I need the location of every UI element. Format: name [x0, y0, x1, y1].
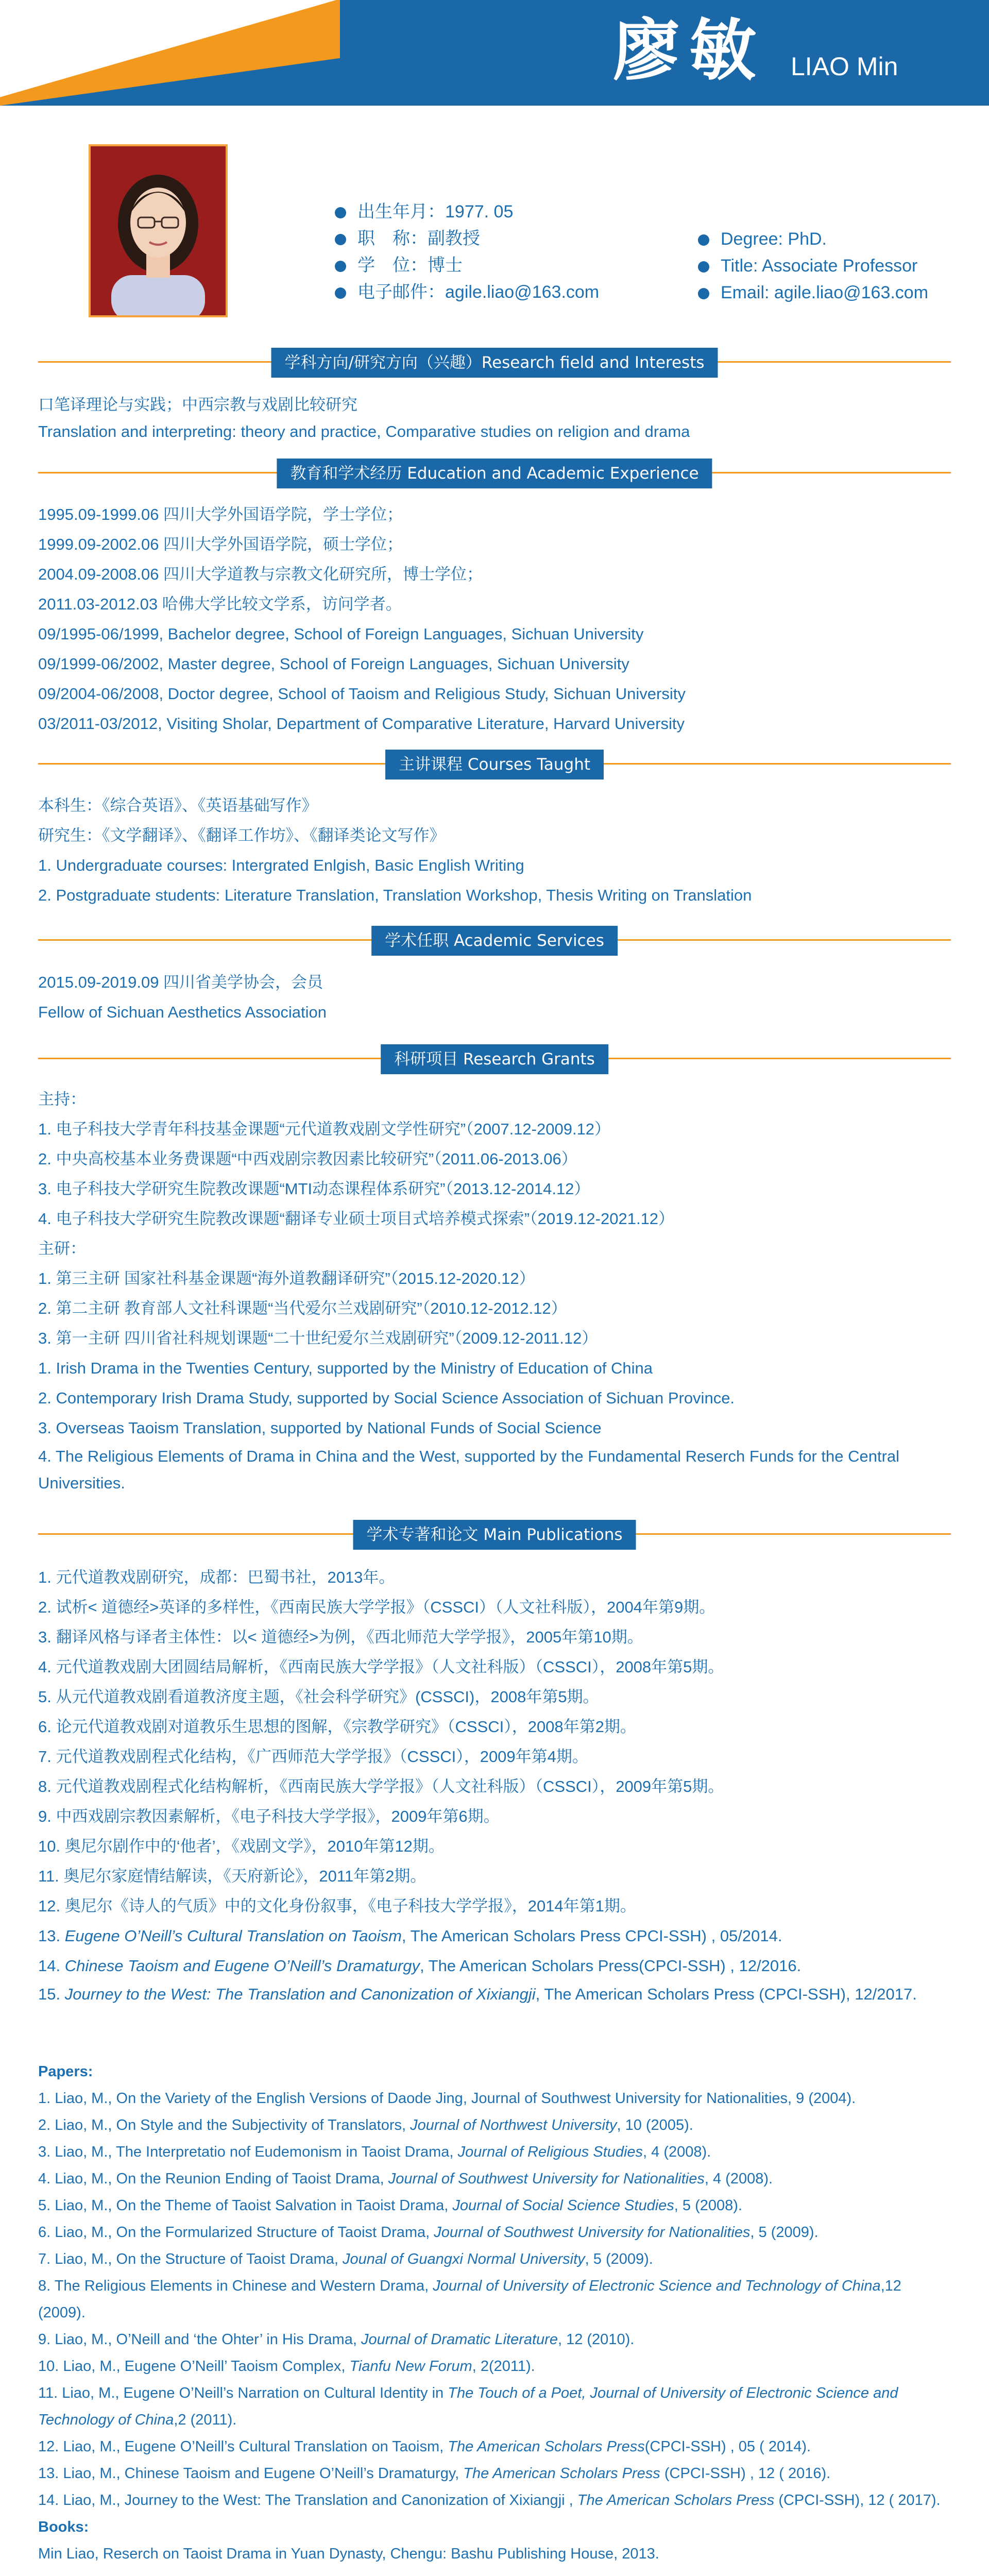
- paper-item: 14. Liao, M., Journey to the West: The Translation and Canonization of Xixiangji , The American Scholars Press (CPCI-SSH), 12 ( 2017).: [38, 2492, 941, 2509]
- course-item: 研究生：《文学翻译》、《翻译工作坊》、《翻译类论文写作》: [38, 826, 446, 844]
- services-block: [38, 968, 951, 1027]
- publication-item: 9. 中西戏剧宗教因素解析，《电子科技大学学报》，2009年第6期。: [38, 1807, 500, 1825]
- portrait-image: [91, 146, 226, 315]
- paper-item: 8. The Religious Elements in Chinese and Western Drama, Journal of University of Electronic Science and Technology of China,12 (2009).: [38, 2278, 901, 2321]
- research-block: [38, 392, 951, 445]
- paper-item: 4. Liao, M., On the Reunion Ending of Taoist Drama, Journal of Southwest University for Nationalities, 4 (2008).: [38, 2171, 773, 2187]
- section-research: [38, 348, 951, 378]
- publication-item: 6. 论元代道教戏剧对道教乐生思想的图解，《宗教学研究》（CSSCI），2008年第2期。: [38, 1718, 636, 1736]
- bullet-icon: [335, 207, 346, 218]
- section-title: 科研项目 Research Grants: [381, 1044, 608, 1074]
- section-publications: [38, 1520, 951, 1550]
- publication-item: 4. 元代道教戏剧大团圆结局解析，《西南民族大学学报》（人文社科版）（CSSCI），2008年第5期。: [38, 1658, 724, 1676]
- papers-block: [38, 2058, 951, 2567]
- bullet-icon: [698, 261, 709, 273]
- name-english: LIAO Min: [791, 52, 898, 81]
- education-item: 09/1995-06/1999, Bachelor degree, School of Foreign Languages, Sichuan University: [38, 625, 644, 643]
- paper-item: 9. Liao, M., O’Neill and ‘the Ohter’ in His Drama, Journal of Dramatic Literature, 12 (2010).: [38, 2331, 635, 2348]
- section-education: [38, 459, 951, 488]
- paper-item: 11. Liao, M., Eugene O’Neill’s Narration on Cultural Identity in The Touch of a Poet, Journal of University of Electronic Science and Technology of China,2 (2011).: [38, 2385, 898, 2428]
- paper-item: 6. Liao, M., On the Formularized Structure of Taoist Drama, Journal of Southwest University for Nationalities, 5 (2009).: [38, 2224, 819, 2241]
- grant-item: 主持：: [38, 1090, 86, 1108]
- service-item: Fellow of Sichuan Aesthetics Association: [38, 1003, 327, 1021]
- section-services: [38, 926, 951, 956]
- grant-item: 主研：: [38, 1240, 86, 1258]
- publication-item: 15. Journey to the West: The Translation and Canonization of Xixiangji, The American Scholars Press (CPCI-SSH), 12/2017.: [38, 1985, 917, 2003]
- portrait-photo: [89, 144, 228, 317]
- grants-block: [38, 1084, 951, 1497]
- paper-item: 3. Liao, M., The Interpretatio nof Eudemonism in Taoist Drama, Journal of Religious Studies, 4 (2008).: [38, 2144, 711, 2160]
- course-item: 2. Postgraduate students: Literature Translation, Translation Workshop, Thesis Writing on Translation: [38, 886, 752, 904]
- paper-item: 2. Liao, M., On Style and the Subjectivity of Translators, Journal of Northwest University, 10 (2005).: [38, 2117, 693, 2133]
- education-item: 1999.09-2002.06 四川大学外国语学院，硕士学位；: [38, 535, 403, 553]
- grant-item: 3. 第一主研 四川省社科规划课题“二十世纪爱尔兰戏剧研究”（2009.12-2011.12）: [38, 1329, 598, 1347]
- grant-item: 4. The Religious Elements of Drama in China and the West, supported by the Fundamental Reserch Funds for the Central Universities.: [38, 1447, 900, 1492]
- info-row: Degree: PhD.: [698, 226, 928, 252]
- paper-item: 5. Liao, M., On the Theme of Taoist Salvation in Taoist Drama, Journal of Social Science Studies, 5 (2008).: [38, 2197, 742, 2214]
- education-item: 2011.03-2012.03 哈佛大学比较文学系，访问学者。: [38, 595, 402, 613]
- education-block: [38, 500, 951, 739]
- paper-item: 13. Liao, M., Chinese Taoism and Eugene O’Neill’s Dramaturgy, The American Scholars Press (CPCI-SSH) , 12 ( 2016).: [38, 2465, 831, 2482]
- publication-item: 8. 元代道教戏剧程式化结构解析，《西南民族大学学报》（人文社科版）（CSSCI），2009年第5期。: [38, 1777, 724, 1795]
- publication-item: 3. 翻译风格与译者主体性：以< 道德经>为例，《西北师范大学学报》，2005年第10期。: [38, 1628, 643, 1646]
- publication-item: 2. 试析< 道德经>英译的多样性，《西南民族大学学报》（CSSCI）（人文社科版），2004年第9期。: [38, 1598, 715, 1616]
- bullet-icon: [698, 234, 709, 246]
- service-item: 2015.09-2019.09 四川省美学协会，会员: [38, 973, 323, 991]
- publication-item: 13. Eugene O’Neill’s Cultural Translation on Taoism, The American Scholars Press CPCI-SSH) , 05/2014.: [38, 1927, 782, 1945]
- section-grants: [38, 1044, 951, 1074]
- grant-item: 3. 电子科技大学研究生院教改课题“MTI动态课程体系研究”（2013.12-2014.12）: [38, 1180, 590, 1198]
- grant-item: 1. 电子科技大学青年科技基金课题“元代道教戏剧文学性研究”（2007.12-2009.12）: [38, 1120, 611, 1138]
- publication-item: 11. 奥尼尔家庭情结解读，《天府新论》，2011年第2期。: [38, 1867, 427, 1885]
- publication-item: 12. 奥尼尔《诗人的气质》中的文化身份叙事，《电子科技大学学报》，2014年第1期。: [38, 1897, 636, 1915]
- paper-item: 12. Liao, M., Eugene O’Neill’s Cultural Translation on Taoism, The American Scholars Press(CPCI-SSH) , 05 ( 2014).: [38, 2438, 811, 2455]
- personal-info-en: [698, 226, 928, 306]
- bullet-icon: [335, 287, 346, 299]
- info-row: Email: agile.liao@163.com: [698, 279, 928, 306]
- paper-item: 1. Liao, M., On the Variety of the English Versions of Daode Jing, Journal of Southwest University for Nationalities, 9 (2004).: [38, 2090, 856, 2107]
- research-en: Translation and interpreting: theory and practice, Comparative studies on religion and drama: [38, 422, 690, 440]
- paper-item: 10. Liao, M., Eugene O’Neill’ Taoism Complex, Tianfu New Forum, 2(2011).: [38, 2358, 535, 2375]
- grant-item: 1. Irish Drama in the Twenties Century, supported by the Ministry of Education of China: [38, 1359, 653, 1377]
- section-courses: [38, 750, 951, 779]
- section-title: 学术任职 Academic Services: [371, 926, 618, 956]
- info-row: 职 称：副教授: [335, 225, 599, 252]
- grant-item: 1. 第三主研 国家社科基金课题“海外道教翻译研究”（2015.12-2020.12）: [38, 1269, 535, 1287]
- course-item: 1. Undergraduate courses: Intergrated Enlgish, Basic English Writing: [38, 856, 524, 874]
- section-title: 主讲课程 Courses Taught: [385, 750, 604, 779]
- publication-item: 5. 从元代道教戏剧看道教济度主题，《社会科学研究》(CSSCI)，2008年第5期。: [38, 1688, 599, 1706]
- education-item: 1995.09-1999.06 四川大学外国语学院，学士学位；: [38, 505, 403, 523]
- courses-block: [38, 791, 951, 910]
- publications-cn-block: [38, 1563, 951, 2008]
- personal-info-cn: [335, 198, 599, 306]
- grant-item: 2. Contemporary Irish Drama Study, supported by Social Science Association of Sichuan Province.: [38, 1389, 735, 1407]
- bullet-icon: [698, 288, 709, 299]
- grant-item: 2. 中央高校基本业务费课题“中西戏剧宗教因素比较研究”（2011.06-2013.06）: [38, 1150, 577, 1168]
- book-item: Min Liao, Reserch on Taoist Drama in Yuan Dynasty, Chengu: Bashu Publishing House, 2013.: [38, 2546, 659, 2562]
- publication-item: 7. 元代道教戏剧程式化结构，《广西师范大学学报》（CSSCI），2009年第4期。: [38, 1748, 588, 1766]
- course-item: 本科生：《综合英语》、《英语基础写作》: [38, 796, 318, 815]
- header-banner: [0, 0, 989, 106]
- publication-item: 10. 奥尼尔剧作中的‘他者’，《戏剧文学》，2010年第12期。: [38, 1837, 445, 1855]
- education-item: 09/1999-06/2002, Master degree, School of Foreign Languages, Sichuan University: [38, 655, 629, 673]
- info-row: 学 位：博士: [335, 252, 599, 279]
- paper-item: 7. Liao, M., On the Structure of Taoist Drama, Jounal of Guangxi Normal University, 5 (2009).: [38, 2251, 653, 2267]
- section-title: 学术专著和论文 Main Publications: [353, 1520, 636, 1550]
- section-title: 学科方向/研究方向（兴趣）Research field and Interests: [271, 348, 718, 378]
- grant-item: 2. 第二主研 教育部人文社科课题“当代爱尔兰戏剧研究”（2010.12-2012.12）: [38, 1299, 567, 1317]
- education-item: 09/2004-06/2008, Doctor degree, School of Taoism and Religious Study, Sichuan University: [38, 685, 686, 703]
- publication-item: 1. 元代道教戏剧研究，成都：巴蜀书社，2013年。: [38, 1568, 395, 1586]
- bullet-icon: [335, 234, 346, 245]
- publication-item: 14. Chinese Taoism and Eugene O’Neill’s Dramaturgy, The American Scholars Press(CPCI-SSH) , 12/2016.: [38, 1957, 802, 1975]
- name-chinese: 廖敏: [613, 11, 766, 90]
- papers-label: Papers:: [38, 2063, 93, 2080]
- info-row: Title: Associate Professor: [698, 252, 928, 279]
- books-label: Books:: [38, 2519, 89, 2535]
- education-item: 2004.09-2008.06 四川大学道教与宗教文化研究所，博士学位；: [38, 565, 483, 583]
- info-row: 出生年月：1977. 05: [335, 198, 599, 225]
- info-row: 电子邮件：agile.liao@163.com: [335, 279, 599, 306]
- research-cn: 口笔译理论与实践；中西宗教与戏剧比较研究: [38, 396, 357, 414]
- grant-item: 3. Overseas Taoism Translation, supported by National Funds of Social Science: [38, 1419, 602, 1437]
- section-title: 教育和学术经历 Education and Academic Experience: [277, 459, 712, 488]
- grant-item: 4. 电子科技大学研究生院教改课题“翻译专业硕士项目式培养模式探索”（2019.12-2021.12）: [38, 1210, 675, 1228]
- bullet-icon: [335, 261, 346, 272]
- education-item: 03/2011-03/2012, Visiting Sholar, Department of Comparative Literature, Harvard University: [38, 715, 685, 733]
